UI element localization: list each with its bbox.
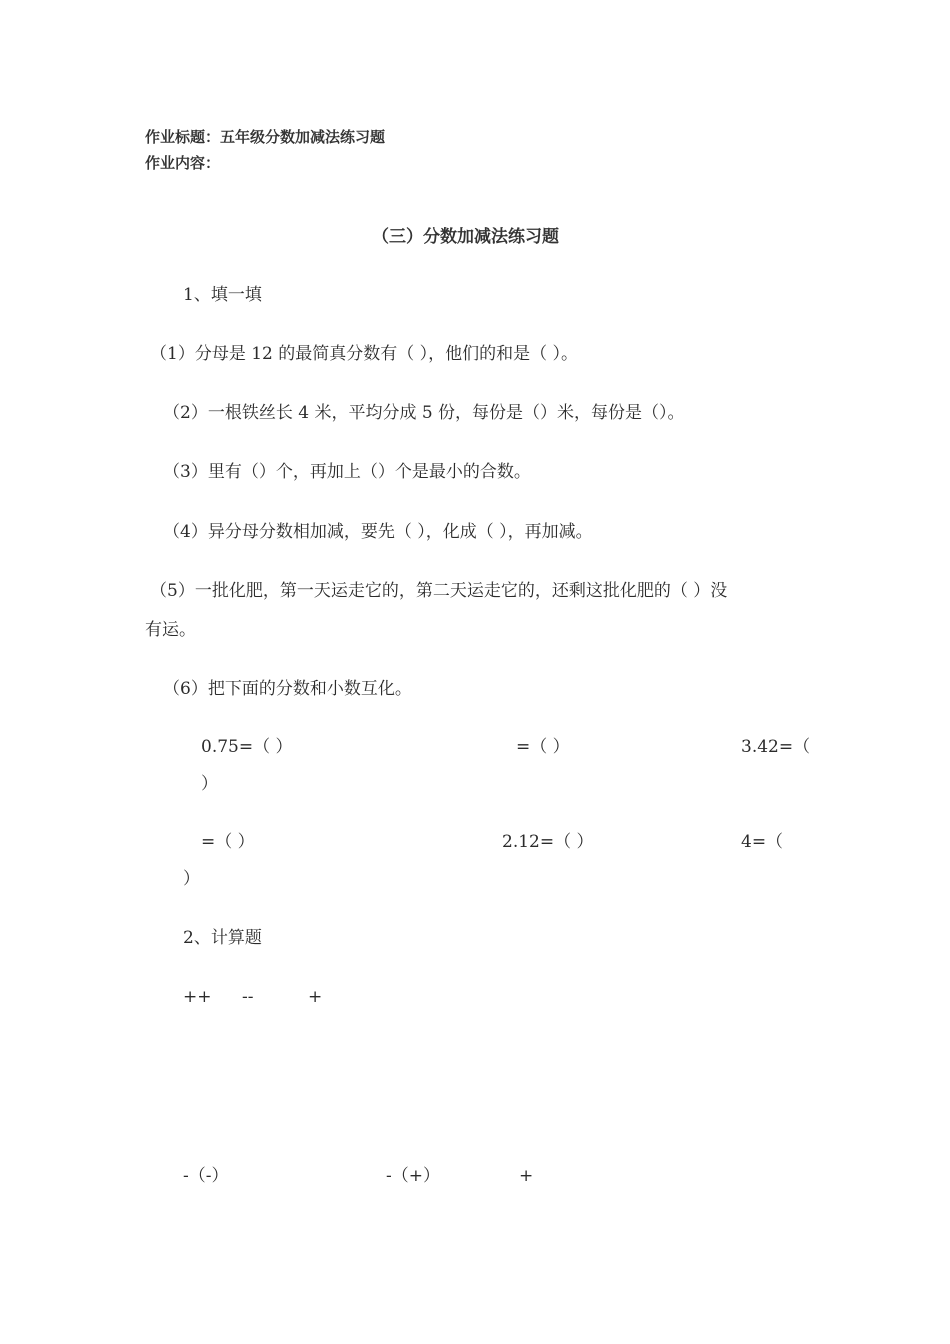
question-5-line-1: （5）一批化肥，第一天运走它的，第二天运走它的，还剩这批化肥的（ ）没 xyxy=(150,581,728,601)
conversion-item: =（ ） xyxy=(201,832,255,852)
conversion-item-continuation: ） xyxy=(201,774,218,794)
question-3: （3）里有（）个，再加上（）个是最小的合数。 xyxy=(163,462,531,482)
question-5-line-2: 有运。 xyxy=(145,620,196,640)
question-6: （6）把下面的分数和小数互化。 xyxy=(163,679,412,699)
calculation-item: + xyxy=(519,1166,534,1186)
conversion-item: 0.75=（ ） xyxy=(201,737,293,757)
calculation-item: + xyxy=(308,987,323,1007)
section-2-heading: 2、计算题 xyxy=(183,928,262,948)
conversion-item: 4=（ xyxy=(741,832,784,852)
conversion-item: =（ ） xyxy=(516,737,570,757)
calculation-item: -（-） xyxy=(183,1166,229,1186)
document-title: （三）分数加减法练习题 xyxy=(372,227,559,247)
calculation-item: -- xyxy=(242,987,254,1007)
question-4: （4）异分母分数相加减，要先（ ），化成（ ），再加减。 xyxy=(163,522,593,542)
calculation-item: -（+） xyxy=(386,1166,440,1186)
question-2: （2）一根铁丝长 4 米，平均分成 5 份，每份是（）米，每份是（）。 xyxy=(163,403,685,423)
conversion-item: 3.42=（ xyxy=(741,737,811,757)
section-1-heading: 1、填一填 xyxy=(183,285,262,305)
conversion-item-continuation: ） xyxy=(183,869,200,889)
assignment-title-line: 作业标题：五年级分数加减法练习题 xyxy=(145,128,386,146)
question-1: （1）分母是 12 的最简真分数有（ ），他们的和是（ ）。 xyxy=(150,344,579,364)
conversion-item: 2.12=（ ） xyxy=(502,832,594,852)
assignment-content-line: 作业内容： xyxy=(145,154,221,172)
calculation-item: ++ xyxy=(183,987,212,1007)
